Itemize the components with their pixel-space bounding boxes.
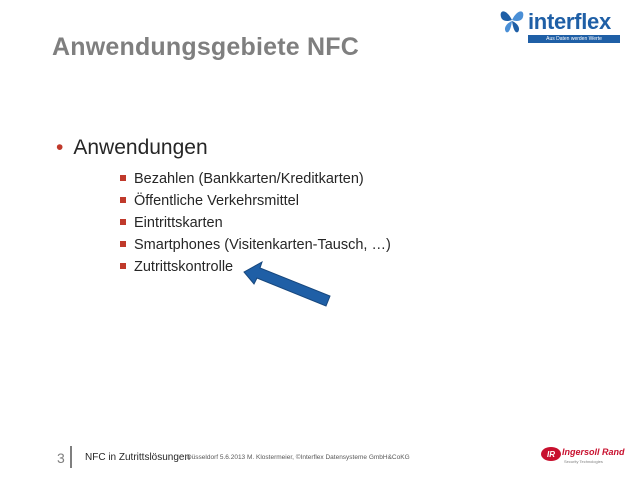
interflex-logo [498, 6, 626, 46]
square-bullet-icon [120, 263, 126, 269]
footer-divider [70, 446, 72, 468]
logo-wordmark: interflex [528, 9, 611, 34]
square-bullet-icon [120, 219, 126, 225]
ir-wordmark: Ingersoll Rand [562, 447, 625, 457]
sub-bullet [120, 212, 391, 234]
ir-logo-icon [540, 446, 562, 462]
sub-bullet-text: Eintrittskarten [134, 215, 223, 231]
square-bullet-icon [120, 175, 126, 181]
sub-bullet-text: Bezahlen (Bankkarten/Kreditkarten) [134, 171, 364, 187]
ir-subline: Security Technologies [564, 459, 603, 464]
page-number: 3 [57, 450, 65, 466]
sub-bullet-text: Öffentliche Verkehrsmittel [134, 193, 299, 209]
slide-title: Anwendungsgebiete NFC [52, 33, 359, 61]
sub-bullet-text: Smartphones (Visitenkarten-Tausch, …) [134, 237, 391, 253]
deck-title: NFC in Zutrittslösungen [85, 452, 191, 463]
main-bullet [56, 136, 208, 160]
sub-bullet [120, 234, 391, 256]
arrow-icon [240, 258, 335, 310]
square-bullet-icon [120, 197, 126, 203]
sub-bullet [120, 190, 391, 212]
footer [0, 440, 638, 472]
svg-text:IR: IR [547, 450, 555, 459]
footer-info: Düsseldorf 5.6.2013 M. Klostermeier, ©Interflex Datensysteme GmbH&CoKG [187, 454, 410, 461]
ingersoll-rand-logo [540, 446, 626, 470]
butterfly-icon [498, 6, 526, 36]
sub-bullet [120, 168, 391, 190]
main-bullet-text: Anwendungen [73, 136, 208, 159]
sub-bullet-text: Zutrittskontrolle [134, 259, 234, 275]
logo-tagline: Aus Daten werden Werte [528, 35, 620, 43]
square-bullet-icon [120, 241, 126, 247]
bullet-dot-icon: • [56, 136, 64, 159]
